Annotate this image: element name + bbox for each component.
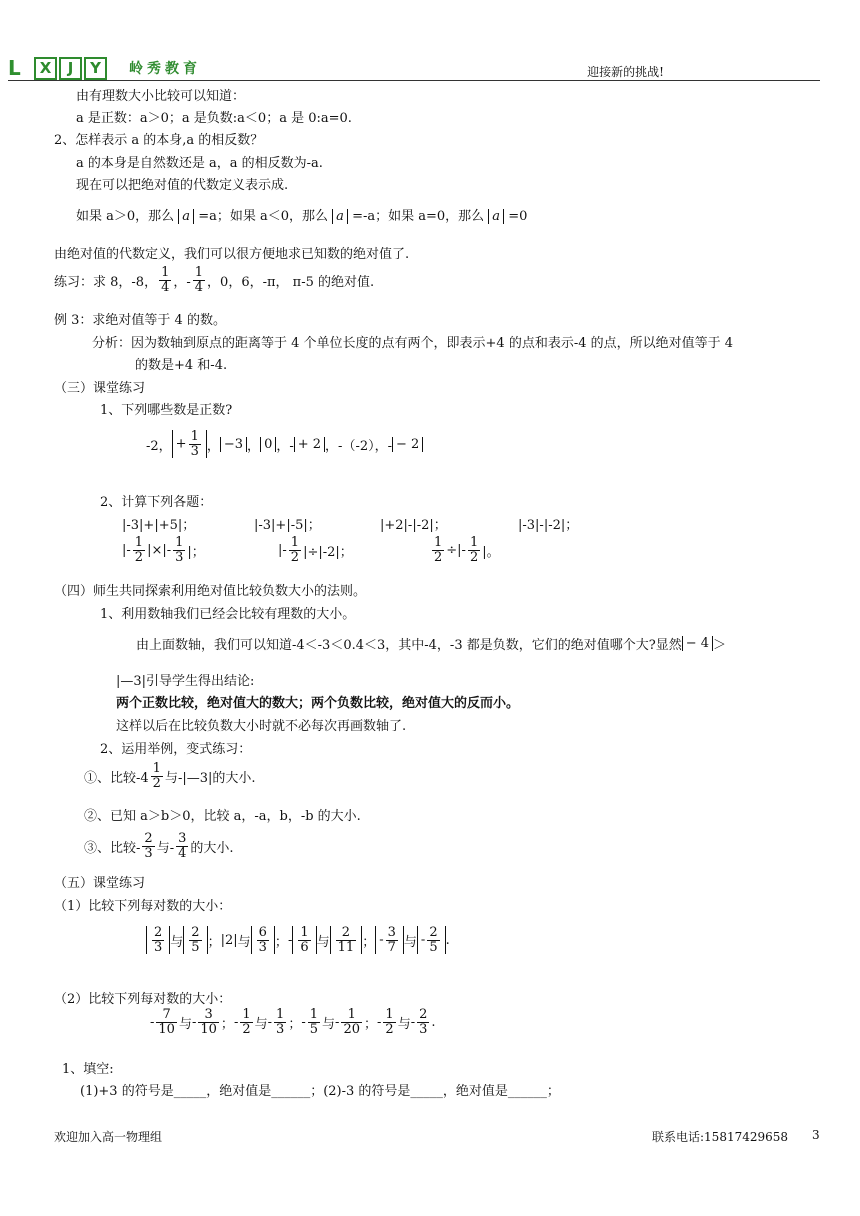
def-part-3: =-a；如果 a=0，那么	[352, 209, 485, 224]
denominator: 3	[144, 845, 153, 861]
numerator: 1	[134, 535, 144, 550]
numerator: 2	[191, 925, 200, 940]
denominator: 2	[434, 549, 443, 565]
calc-5-part-c: |；	[187, 544, 205, 560]
word-yu: 与	[397, 1016, 411, 1032]
denominator: 4	[161, 279, 170, 295]
fraction-1-2	[383, 1008, 395, 1036]
numerator: 1	[347, 1007, 356, 1022]
abs-a-1: a	[178, 209, 194, 224]
denominator: 3	[258, 939, 267, 955]
q1-part-c: ，	[247, 438, 261, 454]
page-number: 3	[812, 1128, 820, 1142]
minus-sign: -	[335, 1014, 340, 1030]
section-4-line-2-text: 由上面数轴，我们可以知道-4＜-3＜0.4＜3，其中-4，-3 都是负数，它们的绝对值哪个大?显然	[136, 638, 682, 653]
minus-sign: -	[377, 1014, 382, 1030]
text-line-1: 由有理数大小比较可以知道：	[76, 89, 246, 104]
separator: ；	[220, 1016, 234, 1032]
practice-r1: （1）比较下列每对数的大小：	[54, 899, 232, 914]
section-4-line-3: |—3|引导学生得出结论:	[116, 674, 255, 689]
denominator: 2	[385, 1021, 394, 1037]
practice-q1: 1、下列哪些数是正数?	[100, 403, 233, 418]
numerator: 1	[309, 1007, 319, 1022]
minus-sign: -	[420, 932, 426, 948]
example-1-part-a: ①、比较-4	[84, 770, 149, 786]
numerator: 1	[300, 925, 309, 940]
example-3: 例 3：求绝对值等于 4 的数。	[54, 313, 226, 328]
denominator: 2	[152, 775, 161, 791]
analysis-line-2: 的数是+4 和-4.	[135, 358, 228, 373]
word-yu: 与	[254, 1016, 268, 1032]
abs-neg-2-5	[417, 926, 446, 954]
minus-sign: -	[150, 1014, 155, 1030]
minus-sign: -	[301, 1014, 306, 1030]
denominator: 2	[242, 1021, 251, 1037]
fraction-6-3	[257, 926, 269, 954]
fraction-1-2	[240, 1008, 252, 1036]
fraction-1-5	[308, 1008, 320, 1036]
denominator: 6	[300, 939, 309, 955]
numerator: 2	[419, 1007, 428, 1022]
denominator: 10	[200, 1021, 217, 1037]
practice-q2: 2、计算下列各题：	[100, 495, 213, 510]
abs-a-3: a	[488, 209, 504, 224]
denominator: 2	[290, 549, 300, 565]
q1-part-a: -2，	[146, 438, 172, 454]
fraction-1-2	[432, 536, 444, 564]
denominator: 10	[158, 1021, 175, 1037]
abs-2-3	[146, 926, 170, 954]
calc-6-part-a: |-	[278, 542, 287, 558]
numerator: 1	[434, 535, 443, 550]
abs-minus-3: −3	[220, 437, 247, 452]
exercise-part-1: 练习：求 8，-8，	[54, 274, 158, 290]
numerator: 2	[154, 925, 163, 940]
logo-box-y: Y	[84, 57, 107, 80]
plus-sign: +	[175, 436, 187, 452]
example-1	[84, 762, 256, 790]
fraction-2-3	[417, 1008, 429, 1036]
q1-part-e: ，-（-2），-	[325, 438, 392, 454]
numerator: 1	[242, 1007, 251, 1022]
minus-sign: -	[191, 1014, 197, 1030]
calc-6	[278, 536, 353, 564]
denominator: 7	[387, 939, 396, 955]
numerator: 1	[194, 265, 204, 280]
denominator: 2	[134, 549, 144, 565]
fraction-2-5	[189, 926, 201, 954]
text-line-2: a 是正数：a＞0；a 是负数:a＜0；a 是 0:a=0.	[76, 111, 352, 126]
logo-letter: L	[8, 56, 21, 80]
numerator: 2	[341, 925, 351, 940]
numerator: 1	[469, 535, 479, 550]
numerator: 1	[190, 429, 199, 444]
separator: ；	[207, 934, 221, 950]
fraction-7-10	[156, 1008, 177, 1036]
denominator: 3	[154, 939, 163, 955]
abs-plus-one-third	[172, 430, 207, 458]
calc-2: |-3|+|-5|；	[254, 518, 321, 533]
fraction-2-3	[142, 832, 154, 860]
abs-2-5	[183, 926, 207, 954]
separator: ；	[364, 1016, 378, 1032]
fill-in-title: 1、填空:	[62, 1062, 114, 1077]
denominator: 20	[343, 1021, 360, 1037]
example-2: ②、已知 a＞b＞0，比较 a，-a，b，-b 的大小.	[84, 809, 361, 824]
question-2: 2、怎样表示 a 的本身,a 的相反数？	[54, 133, 264, 148]
section-4-line-5: 这样以后在比较负数大小时就不必每次再画数轴了.	[116, 719, 407, 734]
minus-sign: -	[379, 932, 384, 948]
compare-pairs-2	[150, 1008, 436, 1036]
abs-plus-2: + 2	[294, 437, 325, 452]
denominator: 3	[175, 549, 184, 565]
denominator: 3	[419, 1021, 428, 1037]
denominator: 3	[190, 443, 199, 459]
calc-5-part-a: |-	[122, 542, 131, 558]
footer-phone: 联系电话:15817429658	[652, 1130, 789, 1144]
abs-minus-4: − 4	[682, 636, 713, 651]
numerator: 1	[175, 535, 184, 550]
text-line-4: a 的本身是自然数还是 a，a 的相反数为-a.	[76, 156, 323, 171]
denominator: 5	[191, 939, 200, 955]
numerator: 3	[178, 831, 187, 846]
calc-7-part-c: |。	[482, 544, 500, 560]
exercise-line	[54, 266, 374, 294]
numerator: 7	[162, 1007, 171, 1022]
denominator: 4	[178, 845, 187, 861]
example-3-part-a: ③、比较-	[84, 840, 141, 856]
word-yu: 与	[322, 1016, 336, 1032]
header-divider	[8, 80, 820, 81]
fraction-1-20	[341, 1008, 362, 1036]
abs-definition	[76, 205, 527, 224]
abs-2-11	[330, 926, 363, 954]
minus-sign: -	[410, 1014, 416, 1030]
fraction-1-6	[298, 926, 310, 954]
logo-text: 岭秀教育	[129, 61, 201, 77]
logo-box-x: X	[34, 57, 57, 80]
example-3-compare	[84, 832, 234, 860]
denominator: 5	[309, 1021, 319, 1037]
word-yu: 与	[178, 1016, 192, 1032]
minus-sign: -	[267, 1014, 273, 1030]
section-5-title: （五）课堂练习	[54, 876, 146, 891]
fraction-1-2	[151, 762, 163, 790]
section-4-line-6: 2、运用举例，变式练习：	[100, 742, 252, 757]
section-4-line-1: 1、利用数轴我们已经会比较有理数的大小。	[100, 607, 356, 622]
q1-part-d: ，-	[276, 438, 294, 454]
numerator: 1	[161, 265, 170, 280]
fraction-2-3	[152, 926, 164, 954]
fraction-3-4	[176, 832, 188, 860]
fraction-1-2	[289, 536, 301, 564]
text-line-5: 现在可以把绝对值的代数定义表示成.	[76, 178, 289, 193]
fraction-3-7	[386, 926, 398, 954]
greater-than: ＞	[713, 638, 727, 653]
denominator: 2	[469, 549, 479, 565]
separator: ；	[288, 1016, 302, 1032]
word-yu: 与	[237, 934, 251, 950]
abs-a-2: a	[332, 209, 348, 224]
conclusion: 两个正数比较，绝对值大的数大；两个负数比较，绝对值大的反而小。	[116, 696, 520, 711]
section-4-line-2	[136, 634, 726, 653]
fraction-2-11	[336, 926, 357, 954]
minus-sign: -	[287, 932, 293, 948]
fraction-1-3	[189, 430, 201, 458]
fraction-1-2	[468, 536, 480, 564]
calc-1: |-3|+|+5|；	[122, 518, 196, 533]
example-1-part-b: 与-|—3|的大小.	[164, 770, 256, 786]
header-slogan: 迎接新的挑战!	[587, 65, 664, 79]
word-yu: 与	[170, 934, 184, 950]
calc-3: |+2|-|-2|；	[380, 518, 447, 533]
calc-5	[122, 536, 205, 564]
word-yu: 与	[403, 934, 417, 950]
def-part-4: =0	[508, 209, 528, 224]
separator: ；	[362, 934, 376, 950]
calc-6-part-b: |÷|-2|；	[303, 544, 353, 560]
fraction-3-10	[198, 1008, 219, 1036]
example-3-part-c: 的大小.	[190, 840, 234, 856]
minus-sign: -	[233, 1014, 239, 1030]
q1-part-b: ，	[206, 438, 220, 454]
def-part-2: =a；如果 a＜0，那么	[198, 209, 329, 224]
period: .	[445, 932, 450, 948]
fraction-1-4	[159, 266, 171, 294]
numerator: 1	[276, 1007, 285, 1022]
abs-6-3	[251, 926, 275, 954]
exercise-part-3: ，0，6，-π， π-5 的绝对值.	[207, 274, 375, 290]
positive-numbers-list	[146, 430, 423, 458]
fraction-1-4-neg	[193, 266, 205, 294]
numerator: 6	[258, 925, 267, 940]
numerator: 2	[429, 925, 438, 940]
section-4-title: （四）师生共同探索利用绝对值比较负数大小的法则。	[54, 584, 367, 599]
exercise-part-2: ，-	[173, 274, 191, 290]
fill-in-line: (1)+3 的符号是_____，绝对值是______；(2)-3 的符号是_____，绝对值是______；	[80, 1084, 560, 1099]
numerator: 1	[152, 761, 161, 776]
analysis-line-1: 分析：因为数轴到原点的距离等于 4 个单位长度的点有两个，即表示+4 的点和表示-4 的点，所以绝对值等于 4	[92, 336, 734, 351]
calc-5-part-b: |×|-	[147, 542, 172, 558]
word-yu: 与	[316, 934, 330, 950]
numerator: 2	[144, 831, 153, 846]
denominator: 3	[276, 1021, 285, 1037]
abs-minus-2: − 2	[392, 437, 423, 452]
denominator: 4	[194, 279, 204, 295]
abs-zero: 0	[260, 437, 276, 452]
footer-left: 欢迎加入高一物理组	[54, 1130, 163, 1144]
text-line-7: 由绝对值的代数定义，我们可以很方便地求已知数的绝对值了.	[54, 247, 410, 262]
denominator: 5	[429, 939, 438, 955]
section-3-title: （三）课堂练习	[54, 381, 146, 396]
numerator: 1	[290, 535, 300, 550]
abs-neg-3-7	[375, 926, 404, 954]
calc-4: |-3|-|-2|；	[518, 518, 579, 533]
numerator: 3	[204, 1007, 213, 1022]
abs-2: |2|	[220, 932, 238, 948]
calc-7	[430, 536, 500, 564]
denominator: 11	[337, 939, 355, 955]
logo	[8, 56, 201, 80]
period: .	[431, 1014, 436, 1030]
fraction-2-5	[427, 926, 439, 954]
def-part-1: 如果 a＞0，那么	[76, 209, 175, 224]
compare-pairs-1	[146, 926, 450, 954]
separator: ；	[274, 934, 288, 950]
logo-box-j: J	[59, 57, 82, 80]
fraction-1-3	[274, 1008, 286, 1036]
calc-7-part-b: ÷|-	[446, 542, 466, 558]
numerator: 1	[385, 1007, 394, 1022]
fraction-1-2	[133, 536, 145, 564]
fraction-1-3	[173, 536, 185, 564]
numerator: 3	[387, 925, 396, 940]
abs-1-6	[292, 926, 316, 954]
example-3-part-b: 与-	[156, 840, 175, 856]
practice-r2: （2）比较下列每对数的大小：	[54, 992, 232, 1007]
